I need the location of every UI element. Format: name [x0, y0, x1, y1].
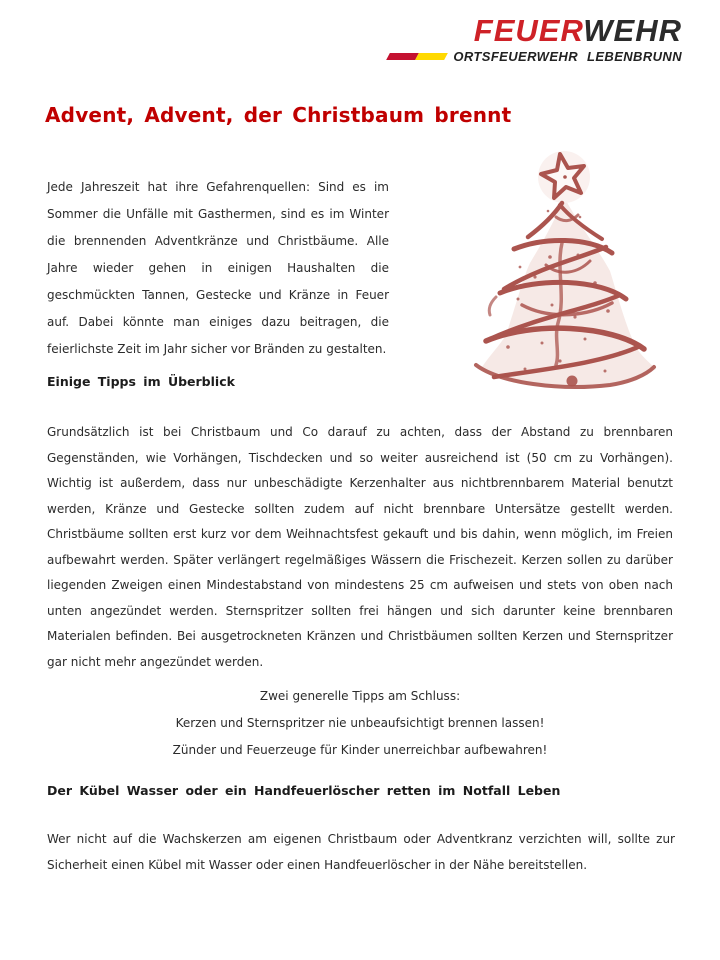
- intro-paragraph: Jede Jahreszeit hat ihre Gefahrenquellen: Sind es im Sommer die Unfälle mit Gasthermen, sind es im Winter die brennenden Adventkränze und Christbäume. Alle Jahre wieder gehen in einigen Haushalten die geschmückten Tannen, Gestecke und Kränze in Feuer auf. Dabei könnte man einiges dazu beitragen, die feierlichste Zeit im Jahr sicher vor Bränden zu gestalten.: [47, 180, 389, 356]
- logo-wordmark: [388, 15, 682, 46]
- bucket-heading: Der Kübel Wasser oder ein Handfeuerlöscher retten im Notfall Leben: [47, 783, 561, 798]
- closing-tips-block: [0, 683, 720, 764]
- christmas-tree-image: [460, 147, 684, 407]
- closing-tips-line1: Kerzen und Sternspritzer nie unbeaufsichtigt brennen lassen!: [175, 716, 545, 730]
- logo-text-wehr: WEHR: [583, 13, 682, 48]
- logo-text-feuer: FEUER: [473, 13, 584, 48]
- bucket-paragraph: Wer nicht auf die Wachskerzen am eigenen Christbaum oder Adventkranz verzichten will, sollte zur Sicherheit einen Kübel mit Wasser oder einen Handfeuerlöscher in der Nähe bereitstellen.: [47, 832, 675, 872]
- logo-subtitle-text: ORTSFEUERWEHR LEBENBRUNN: [453, 49, 682, 64]
- logo-flag-bars-icon: [386, 53, 448, 60]
- closing-tips-lead: Zwei generelle Tipps am Schluss:: [259, 689, 461, 703]
- logo-bar-yellow: [415, 53, 448, 60]
- tips-heading: Einige Tipps im Überblick: [47, 374, 235, 389]
- logo-subtitle-row: [388, 49, 682, 64]
- tree-base-ball: [567, 376, 578, 387]
- star-dot: [563, 175, 567, 179]
- tips-paragraph: Grundsätzlich ist bei Christbaum und Co darauf zu achten, dass der Abstand zu brennbaren Gegenständen, wie Vorhängen, Tischdecken und so weiter ausreichend ist (50 cm zu Vorhängen). Wichtig ist außerdem, dass nur unbeschädigte Kerzenhalter aus nichtbrennbarem Material benutzt werden, Kränze und Gestecke sollten zudem auf nicht brennbare Untersätze gestellt werden. Christbäume sollten erst kurz vor dem Weihnachtsfest gekauft und bis dahin, wenn möglich, im Freien aufbewahrt werden. Später verlängert regelmäßiges Wässern die Frischezeit. Kerzen sollen zu darüber liegenden Zweigen einen Mindestabstand von mindestens 25 cm aufweisen und stets von oben nach unten angezündet werden. Sternspritzer sollten frei hängen und sich darunter keine brennbaren Materialen befinden. Bei ausgetrockneten Kränzen und Christbäumen sollten Kerzen und Sternspritzer gar nicht mehr angezündet werden.: [47, 425, 673, 669]
- feuerwehr-logo: [388, 15, 682, 64]
- closing-tips-line2: Zünder und Feuerzeuge für Kinder unerreichbar aufbewahren!: [172, 743, 548, 757]
- page-title: Advent, Advent, der Christbaum brennt: [45, 103, 512, 127]
